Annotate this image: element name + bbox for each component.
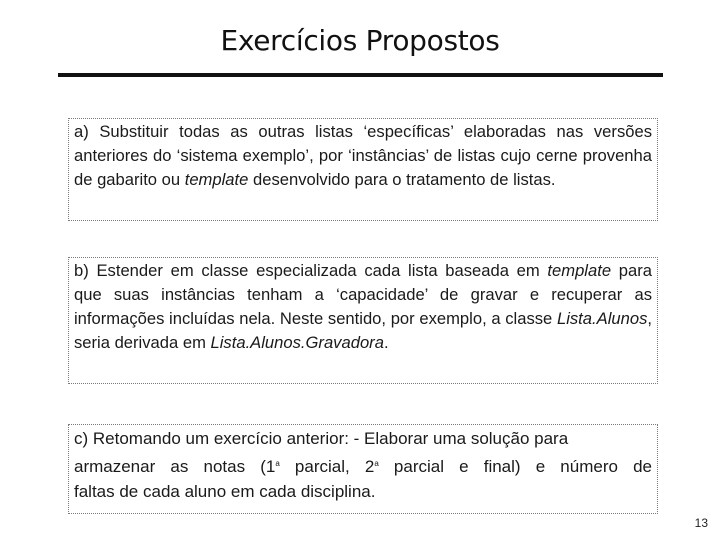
title-underline	[58, 73, 663, 77]
exercise-b-box	[68, 257, 658, 384]
exercise-a-text	[74, 120, 652, 192]
exercise-b-text	[74, 259, 652, 355]
exercise-c-line-2-c: parcial e final) e número de	[378, 457, 652, 476]
exercise-c-box	[68, 424, 658, 514]
exercise-c-line-2-b: parcial, 2	[279, 457, 375, 476]
exercise-b-emphasis-class: Lista.Alunos	[556, 309, 648, 328]
exercise-a-text-2: desenvolvido para o tratamento de listas.	[248, 170, 556, 189]
exercise-b-text-1: b) Estender em classe especializada cada lista baseada em	[74, 261, 548, 280]
exercise-c-line-1: c) Retomando um exercício anterior: - Elaborar uma solução para	[74, 429, 569, 448]
exercise-b-text-3: , seria derivada em	[74, 309, 652, 352]
exercise-b-text-4: .	[383, 333, 389, 352]
exercise-c-line-3: faltas de cada aluno em cada disciplina.	[74, 482, 376, 501]
slide-title: Exercícios Propostos	[220, 24, 500, 57]
exercise-a-emphasis: template	[184, 170, 249, 189]
exercise-b-emphasis-template: template	[547, 261, 612, 280]
exercise-a-text-1: a) Substituir todas as outras listas ‘específicas’ elaboradas nas versões anteriores do ‘sistema exemplo’, por ‘instâncias’ de listas cujo cerne provenha de gabarito ou	[74, 122, 652, 189]
exercise-a-box	[68, 118, 658, 221]
exercise-c-line-2-a: armazenar as notas (1	[74, 457, 276, 476]
ordinal-indicator-1: a	[275, 459, 280, 468]
page-number: 13	[694, 516, 708, 530]
exercise-b-text-2: para que suas instâncias tenham a ‘capacidade’ de gravar e recuperar as informações incluídas nela. Neste sentido, por exemplo, a classe	[74, 261, 653, 328]
exercise-c-line-2	[74, 451, 652, 479]
exercise-b-emphasis-derived-class: Lista.Alunos.Gravadora	[210, 333, 384, 352]
ordinal-indicator-2: a	[374, 459, 379, 468]
